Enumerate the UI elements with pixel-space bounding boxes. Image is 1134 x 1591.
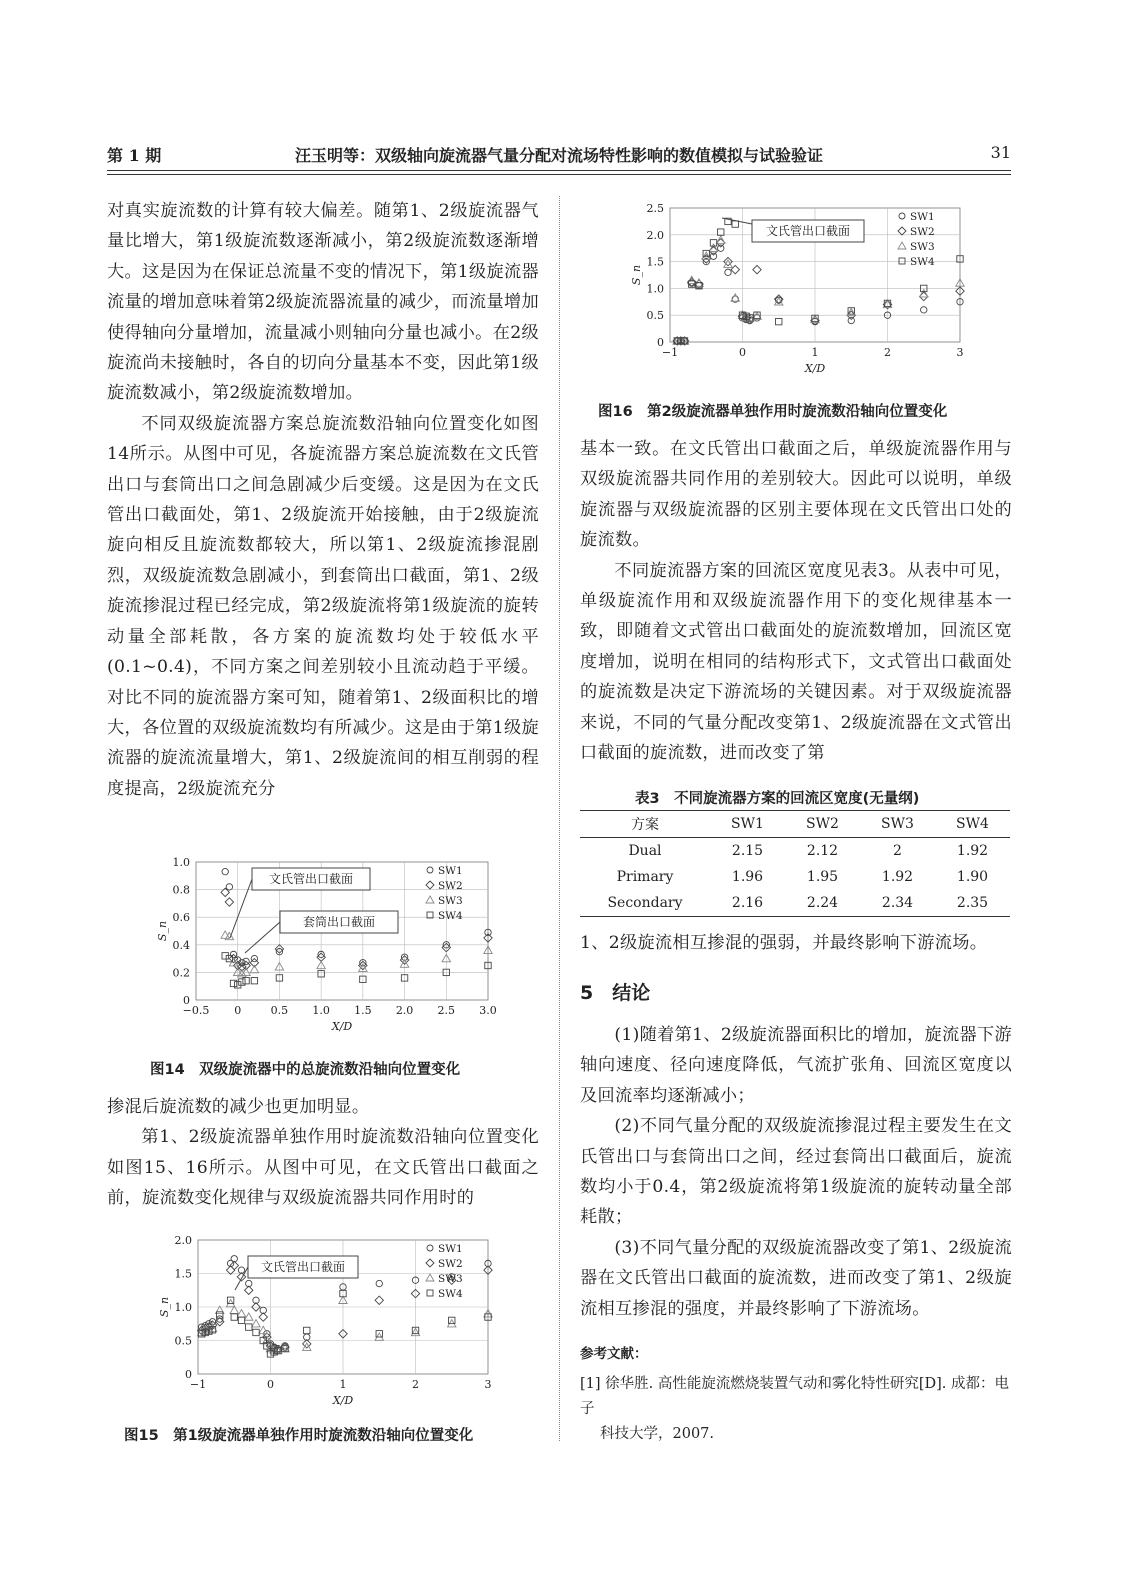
table-header-row — [580, 811, 1010, 838]
data-point — [226, 884, 232, 890]
x-tick-label: −1 — [661, 346, 679, 359]
y-tick-label: 0 — [657, 336, 664, 349]
data-point — [426, 896, 434, 903]
header-rule-thin — [107, 174, 1011, 175]
table-row — [580, 864, 1010, 890]
data-point — [921, 307, 927, 313]
table-cell: 2.35 — [935, 890, 1010, 917]
data-point — [217, 1316, 223, 1322]
x-axis-label: X/D — [332, 1394, 354, 1407]
right-column-top — [580, 434, 1012, 768]
annotation-leader — [230, 879, 252, 938]
x-tick-label: 0 — [267, 1378, 274, 1391]
y-tick-label: 1.0 — [172, 856, 190, 869]
y-tick-label: 1.5 — [646, 255, 664, 269]
data-point — [427, 1290, 433, 1296]
data-point — [238, 1317, 244, 1323]
conclusions — [580, 1020, 1012, 1324]
data-point — [426, 881, 434, 889]
legend-label: SW1 — [910, 211, 935, 223]
data-point — [732, 221, 738, 227]
legend-label: SW3 — [438, 895, 463, 907]
y-tick-label: 1.5 — [174, 1267, 192, 1281]
table-cell: 2.15 — [731, 843, 764, 859]
conclusion-item: (1)随着第1、2级旋流器面积比的增加，旋流器下游轴向速度、径向速度降低，气流扩张角、回流区宽度以及回流率均逐渐减小； — [580, 1025, 1012, 1106]
data-point — [230, 1261, 238, 1269]
data-point — [225, 898, 233, 906]
y-tick-label: 0.4 — [172, 938, 190, 952]
x-tick-label: −1 — [189, 1378, 207, 1391]
table-row — [580, 838, 1010, 865]
data-point — [222, 868, 228, 874]
table-cell: 1.95 — [806, 869, 839, 885]
data-point — [718, 245, 724, 251]
issue-number: 第 1 期 — [107, 146, 162, 165]
figure-15-caption: 图15 第1级旋流器单独作用时旋流数沿轴向位置变化 — [124, 1428, 474, 1444]
page-number: 31 — [990, 143, 1011, 162]
x-tick-label: 1.5 — [354, 1004, 372, 1017]
right-column-mid — [580, 928, 1012, 958]
table-cell: 1.90 — [956, 869, 989, 885]
x-tick-label: 0 — [739, 346, 746, 359]
paragraph: 对真实旋流数的计算有较大偏差。随第1、2级旋流器气量比增大，第1级旋流数逐渐减小，第2级旋流数逐渐增大。这是因为在保证总流量不变的情况下，第1级旋流器流量的增加意味着第2级旋流器流量的减少，而流量增加使得轴向分量增加，流量减小则轴向分量也减小。在2级旋流尚未接触时，各自的切向分量基本不变，因此第1级旋流数减小，第2级旋流数增加。 — [107, 201, 539, 404]
data-point — [226, 1266, 234, 1274]
table-cell: 2.16 — [710, 890, 785, 917]
x-tick-label: 3 — [484, 1378, 492, 1391]
data-point — [259, 1313, 267, 1321]
legend-label: SW2 — [438, 1258, 463, 1270]
table-cell: Primary — [616, 869, 674, 885]
annotation-leader — [235, 1267, 248, 1290]
data-point — [376, 1280, 382, 1286]
annotation-label: 文氏管出口截面 — [765, 224, 851, 238]
annotation-label: 套筒出口截面 — [302, 915, 376, 929]
header-rule — [107, 170, 1011, 171]
table-cell: 2 — [893, 843, 902, 859]
data-point — [710, 240, 716, 246]
y-tick-label: 1.0 — [646, 282, 664, 296]
annotation-label: 文氏管出口截面 — [268, 872, 354, 886]
paragraph: 基本一致。在文氏管出口截面之后，单级旋流器作用与双级旋流器共同作用的差别较大。因此可以说明，单级旋流器与双级旋流器的区别主要体现在文氏管出口处的旋流数。 — [580, 439, 1012, 551]
running-title: 汪玉明等：双级轴向旋流器气量分配对流场特性影响的数值模拟与试验验证 — [294, 146, 823, 165]
data-point — [710, 253, 716, 259]
data-point — [251, 977, 257, 983]
data-point — [427, 867, 433, 873]
y-tick-label: 0.2 — [172, 966, 190, 980]
data-point — [427, 1245, 433, 1251]
y-tick-label: 0.5 — [174, 1334, 192, 1348]
legend-label: SW3 — [910, 241, 935, 253]
table-cell: 1.92 — [956, 843, 989, 859]
y-tick-label: 2.0 — [174, 1234, 192, 1247]
data-point — [717, 239, 725, 247]
paragraph: 不同旋流器方案的回流区宽度见表3。从表中可见，单级旋流作用和双级旋流器作用下的变化规律基本一致，即随着文式管出口截面处的旋流数增加，回流区宽度增加，说明在相同的结构形式下，文式管出口截面处的旋流数是决定下游流场的关键因素。对于双级旋流器来说，不同的气量分配改变第1、2级旋流器在文式管出口截面的旋流数，进而改变了第 — [580, 560, 1012, 764]
running-header — [107, 143, 1011, 171]
y-tick-label: 0 — [183, 994, 190, 1007]
x-tick-label: 1 — [811, 346, 819, 359]
table-header-cell: SW3 — [860, 811, 935, 838]
table-cell: 2.34 — [860, 890, 935, 917]
x-tick-label: 3 — [956, 346, 964, 359]
data-point — [725, 269, 731, 275]
y-tick-label: 2.0 — [646, 228, 664, 242]
x-tick-label: 3.0 — [479, 1004, 497, 1017]
data-point — [718, 229, 724, 235]
table-row — [580, 890, 1010, 917]
x-tick-label: 2.5 — [437, 1004, 456, 1017]
y-tick-label: 1.0 — [174, 1301, 192, 1314]
data-point — [899, 258, 905, 264]
annotation-leader — [722, 218, 752, 224]
data-point — [848, 317, 854, 323]
legend-label: SW2 — [910, 226, 935, 238]
legend-label: SW2 — [438, 880, 463, 892]
y-tick-label: 0.6 — [172, 911, 190, 925]
legend-label: SW3 — [438, 1273, 463, 1285]
column-divider — [559, 196, 560, 1441]
x-tick-label: 2 — [884, 346, 891, 359]
table-cell: 1.96 — [731, 869, 764, 885]
data-point — [245, 1286, 253, 1294]
y-axis-label: S_n — [630, 264, 643, 286]
paragraph: 1、2级旋流相互掺混的强弱，并最终影响下游流场。 — [580, 933, 988, 953]
data-point — [753, 265, 761, 273]
figure-16-caption: 图16 第2级旋流器单独作用时旋流数沿轴向位置变化 — [598, 404, 948, 420]
section-heading: 5 结论 — [580, 982, 651, 1004]
figure-14-chart — [140, 848, 505, 1048]
y-tick-label: 0.5 — [646, 309, 664, 323]
paragraph: 不同双级旋流器方案总旋流数沿轴向位置变化如图14所示。从图中可见，各旋流器方案总旋流数在文氏管出口与套筒出口之间急剧减少后变缓。这是因为在文氏管出口截面处，第1、2级旋流开始接触，由于2级旋流旋向相反且旋流数都较大，所以第1、2级旋流掺混剧烈，双级旋流数急剧减小，到套筒出口截面，第1、2级旋流掺混过程已经完成，第2级旋流将第1级旋流的旋转动量全部耗散，各方案的旋流数均处于较低水平(0.1~0.4)，不同方案之间差别较小且流动趋于平缓。对比不同的旋流器方案可知，随着第1、2级面积比的增大，各位置的双级旋流数均有所减少。这是由于第1级旋流器的旋流流量增大，第1、2级旋流间的相互削弱的程度提高，2级旋流充分 — [107, 413, 539, 799]
paragraph: 第1、2级旋流器单独作用时旋流数沿轴向位置变化如图15、16所示。从图中可见，在文氏管出口截面之前，旋流数变化规律与双级旋流器共同作用时的 — [107, 1127, 539, 1209]
table-header-cell: SW1 — [710, 811, 785, 838]
paragraph: 掺混后旋流数的减少也更加明显。 — [107, 1097, 370, 1117]
y-tick-label: 2.5 — [646, 202, 664, 215]
x-tick-label: 1.0 — [312, 1004, 330, 1017]
figure-14-caption: 图14 双级旋流器中的总旋流数沿轴向位置变化 — [150, 1062, 461, 1078]
figure-15-chart — [140, 1230, 505, 1420]
data-point — [899, 213, 905, 219]
data-point — [246, 1324, 252, 1330]
figure-16-chart — [612, 196, 977, 391]
data-point — [920, 292, 928, 300]
x-axis-label: X/D — [804, 362, 826, 375]
annotation-leader — [245, 922, 280, 953]
table-3-caption: 表3 不同旋流器方案的回流区宽度(无量纲) — [635, 791, 920, 807]
data-point — [426, 1259, 434, 1267]
table-header-cell: SW2 — [785, 811, 860, 838]
table-cell: Dual — [628, 843, 662, 859]
data-point — [303, 1343, 311, 1350]
legend-label: SW1 — [438, 865, 463, 877]
x-tick-label: 0.5 — [270, 1004, 289, 1017]
legend-label: SW4 — [438, 910, 463, 922]
y-tick-label: 0 — [185, 1368, 192, 1381]
table-3 — [580, 810, 1010, 917]
y-axis-label: S_n — [156, 920, 169, 942]
data-point — [898, 227, 906, 235]
table-cell: 2.24 — [785, 890, 860, 917]
y-axis-label: S_n — [158, 1296, 171, 1318]
data-point — [375, 1296, 383, 1304]
table-cell: Secondary — [580, 890, 710, 917]
legend-label: SW4 — [910, 256, 935, 268]
data-point — [709, 247, 717, 255]
table-header-cell: 方案 — [580, 811, 710, 838]
x-tick-label: 2.0 — [395, 1004, 414, 1017]
table-header-cell: SW4 — [935, 811, 1010, 838]
x-tick-label: 0 — [234, 1004, 242, 1017]
table-cell: 2.12 — [806, 843, 839, 859]
table-cell: 1.92 — [881, 869, 914, 885]
data-point — [253, 1329, 259, 1335]
reference-1 — [580, 1372, 1015, 1447]
annotation-label: 文氏管出口截面 — [260, 1260, 346, 1274]
x-tick-label: −0.5 — [182, 1004, 210, 1017]
reference-line: [1] 徐华胜. 高性能旋流燃烧装置气动和雾化特性研究[D]. 成都：电子 — [580, 1376, 1010, 1417]
left-column-top — [107, 196, 539, 804]
data-point — [304, 1327, 310, 1333]
reference-line: 科技大学，2007. — [600, 1426, 715, 1442]
x-axis-label: X/D — [331, 1020, 353, 1033]
data-point — [717, 236, 725, 243]
x-tick-label: 2 — [412, 1378, 419, 1391]
legend-label: SW1 — [438, 1243, 463, 1255]
references-heading: 参考文献： — [580, 1346, 648, 1362]
x-tick-label: 1 — [339, 1378, 347, 1391]
data-point — [426, 1274, 434, 1281]
data-point — [776, 318, 782, 324]
y-tick-label: 0.8 — [172, 883, 190, 897]
left-column-bottom — [107, 1092, 539, 1214]
conclusion-item: (3)不同气量分配的双级旋流器改变了第1、2级旋流器在文氏管出口截面的旋流数，进而改变了第1、2级旋流相互掺混的强度，并最终影响了下游流场。 — [580, 1237, 1012, 1319]
data-point — [231, 1314, 237, 1320]
legend-label: SW4 — [438, 1288, 463, 1300]
data-point — [731, 265, 739, 273]
data-point — [898, 242, 906, 249]
conclusion-item: (2)不同气量分配的双级旋流掺混过程主要发生在文氏管出口与套筒出口之间，经过套筒出口截面后，旋流数均小于0.4，第2级旋流将第1级旋流的旋转动量全部耗散； — [580, 1116, 1012, 1228]
